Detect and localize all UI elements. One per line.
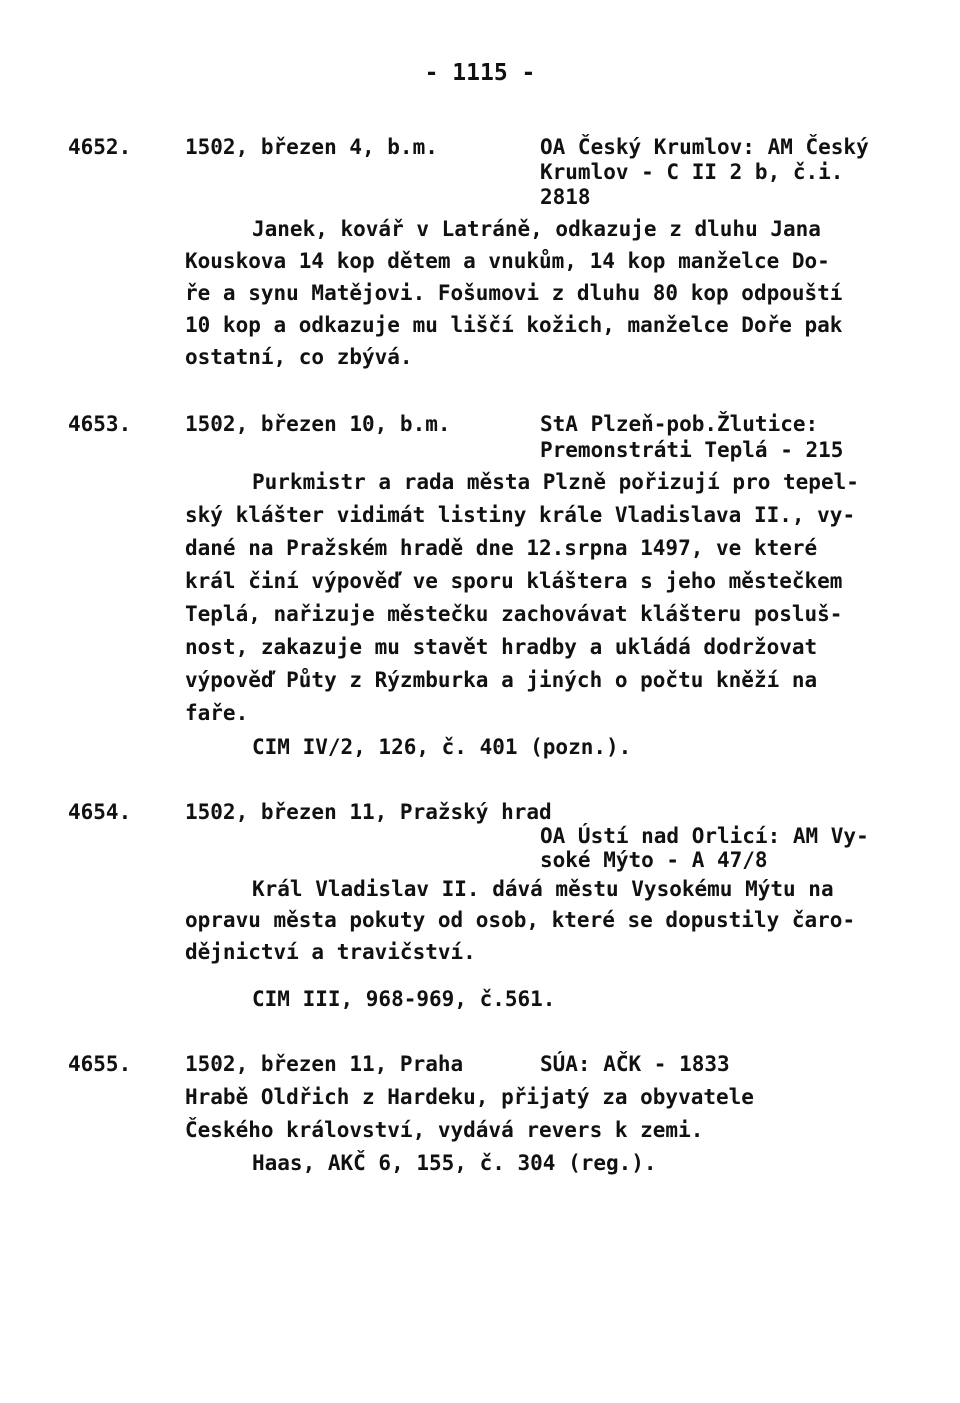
entry-number: 4652. — [68, 135, 132, 159]
body-line: král činí výpověď ve sporu kláštera s jeho městečkem — [185, 569, 843, 593]
body-line: Hrabě Oldřich z Hardeku, přijatý za obyvatele — [185, 1085, 754, 1109]
body-line: Janek, kovář v Latráně, odkazuje z dluhu Jana — [252, 217, 821, 241]
body-line: Českého království, vydává revers k zemi. — [185, 1118, 704, 1142]
body-line: ře a synu Matějovi. Fošumovi z dluhu 80 kop odpouští — [185, 281, 843, 305]
body-line: dějnictví a travičství. — [185, 940, 476, 964]
archive-line: SÚA: AČK - 1833 — [540, 1052, 730, 1076]
entry-date: 1502, březen 11, Praha — [185, 1052, 464, 1076]
archive-line: soké Mýto - A 47/8 — [540, 848, 768, 872]
body-line: dané na Pražském hradě dne 12.srpna 1497, ve které — [185, 536, 818, 560]
body-line: Kouskova 14 kop dětem a vnukům, 14 kop manželce Do- — [185, 249, 830, 273]
body-line: Král Vladislav II. dává městu Vysokému Mýtu na — [252, 877, 834, 901]
citation: CIM III, 968-969, č.561. — [252, 987, 556, 1011]
body-line: Teplá, nařizuje městečku zachovávat klášteru posluš- — [185, 602, 843, 626]
entry-number: 4655. — [68, 1052, 132, 1076]
archive-line: 2818 — [540, 185, 591, 209]
entry-date: 1502, březen 4, b.m. — [185, 135, 438, 159]
entry-date: 1502, březen 10, b.m. — [185, 412, 451, 436]
body-line: nost, zakazuje mu stavět hradby a ukládá dodržovat — [185, 635, 818, 659]
body-line: ostatní, co zbývá. — [185, 345, 413, 369]
archive-line: StA Plzeň-pob.Žlutice: — [540, 412, 819, 436]
entry-number: 4654. — [68, 800, 132, 824]
body-line: ský klášter vidimát listiny krále Vladislava II., vy- — [185, 503, 856, 527]
body-line: 10 kop a odkazuje mu liščí kožich, manželce Doře pak — [185, 313, 843, 337]
archive-line: Krumlov - C II 2 b, č.i. — [540, 160, 844, 184]
citation: CIM IV/2, 126, č. 401 (pozn.). — [252, 735, 632, 759]
entry-number: 4653. — [68, 412, 132, 436]
archive-line: OA Český Krumlov: AM Český — [540, 135, 869, 159]
archive-line: Premonstráti Teplá - 215 — [540, 438, 844, 462]
body-line: Purkmistr a rada města Plzně pořizují pro tepel- — [252, 470, 859, 494]
body-line: opravu města pokuty od osob, které se dopustily čaro- — [185, 908, 856, 932]
citation: Haas, AKČ 6, 155, č. 304 (reg.). — [252, 1151, 657, 1175]
entry-date: 1502, březen 11, Pražský hrad — [185, 800, 552, 824]
body-line: faře. — [185, 701, 249, 725]
body-line: výpověď Půty z Rýzmburka a jiných o počtu kněží na — [185, 668, 818, 692]
archive-line: OA Ústí nad Orlicí: AM Vy- — [540, 824, 869, 848]
page-number: - 1115 - — [424, 60, 536, 86]
